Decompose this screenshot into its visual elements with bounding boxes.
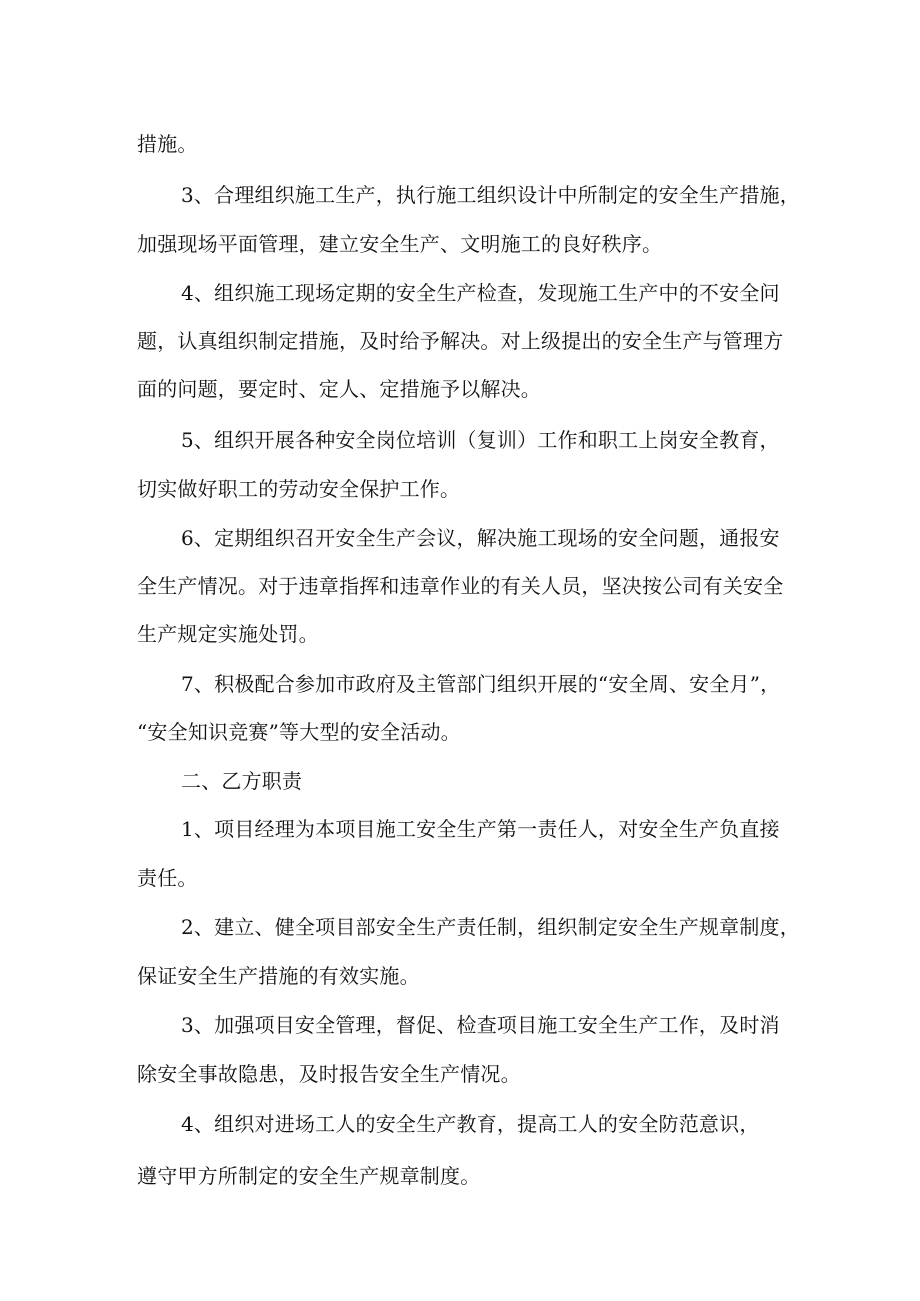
text-line: 生产规定实施处罚。 xyxy=(137,622,319,646)
text-line: 3、合理组织施工生产，执行施工组织设计中所制定的安全生产措施， xyxy=(181,183,800,207)
text-line: 5、组织开展各种安全岗位培训（复训）工作和职工上岗安全教育， xyxy=(181,428,780,452)
text-line: 6、定期组织召开安全生产会议，解决施工现场的安全问题，通报安 xyxy=(181,526,780,550)
text-line: 2、建立、健全项目部安全生产责任制，组织制定安全生产规章制度， xyxy=(181,915,800,939)
text-line: “安全知识竞赛”等大型的安全活动。 xyxy=(137,720,461,744)
text-line: 遵守甲方所制定的安全生产规章制度。 xyxy=(137,1164,481,1188)
text-line: 3、加强项目安全管理，督促、检查项目施工安全生产工作，及时消 xyxy=(181,1013,780,1037)
text-line: 全生产情况。对于违章指挥和违章作业的有关人员，坚决按公司有关安全 xyxy=(137,574,784,598)
text-line: 加强现场平面管理，建立安全生产、文明施工的良好秩序。 xyxy=(137,232,663,256)
text-line: 7、积极配合参加市政府及主管部门组织开展的“安全周、安全月”， xyxy=(181,672,781,696)
text-line: 题，认真组织制定措施，及时给予解决。对上级提出的安全生产与管理方 xyxy=(137,329,784,353)
text-line: 4、组织对进场工人的安全生产教育，提高工人的安全防范意识， xyxy=(181,1112,760,1136)
text-line: 责任。 xyxy=(137,866,198,890)
text-line: 面的问题，要定时、定人、定措施予以解决。 xyxy=(137,377,541,401)
text-line: 1、项目经理为本项目施工安全生产第一责任人，对安全生产负直接 xyxy=(181,817,780,841)
text-line: 措施。 xyxy=(137,132,198,156)
text-line: 保证安全生产措施的有效实施。 xyxy=(137,964,420,988)
text-line: 除安全事故隐患，及时报告安全生产情况。 xyxy=(137,1062,521,1086)
section-heading: 二、乙方职责 xyxy=(181,769,303,793)
text-line: 4、组织施工现场定期的安全生产检查，发现施工生产中的不安全问 xyxy=(181,281,780,305)
text-line: 切实做好职工的劳动安全保护工作。 xyxy=(137,477,461,501)
